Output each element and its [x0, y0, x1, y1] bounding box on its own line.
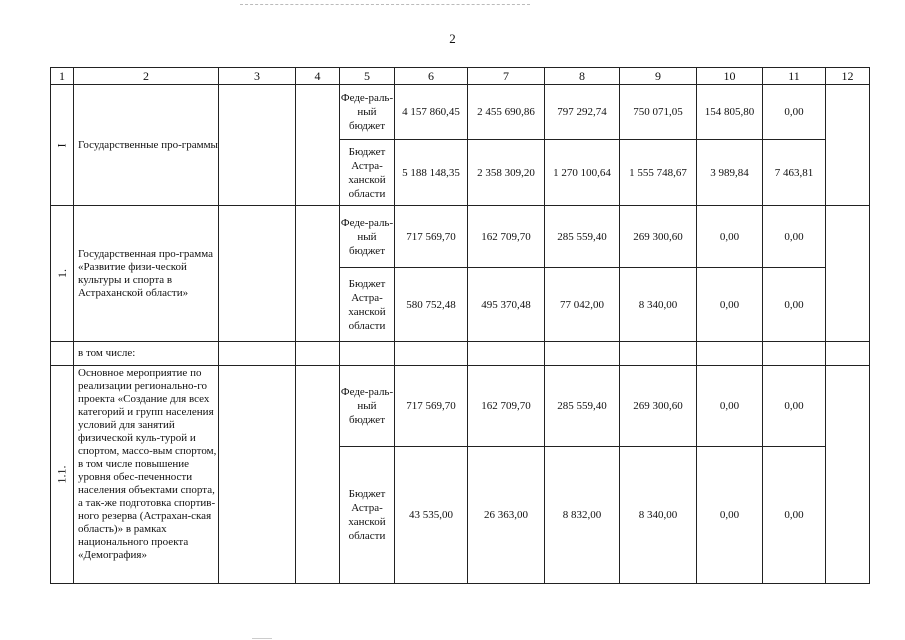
value-cell: 1 270 100,64: [545, 140, 620, 206]
row-code: I: [54, 143, 69, 147]
header-cell: 2: [74, 68, 219, 85]
value-cell: 269 300,60: [620, 366, 697, 447]
page-number: 2: [449, 31, 456, 46]
empty-cell: [296, 342, 340, 366]
value-cell: 2 455 690,86: [468, 85, 545, 140]
empty-cell: [826, 366, 870, 584]
value-cell: 8 340,00: [620, 268, 697, 342]
value-cell: 43 535,00: [395, 447, 468, 584]
table-row: [51, 206, 870, 268]
row-code-cell: [51, 85, 74, 206]
value-cell: 7 463,81: [763, 140, 826, 206]
budget-source: Бюджет Астра-ханской области: [340, 447, 395, 584]
empty-cell: [219, 366, 296, 584]
budget-source: Феде-раль-ный бюджет: [340, 206, 395, 268]
empty-cell: [296, 366, 340, 584]
top-edge-line: [240, 4, 530, 6]
header-cell: 10: [697, 68, 763, 85]
empty-cell: [296, 85, 340, 206]
table-row: [51, 85, 870, 140]
value-cell: 162 709,70: [468, 206, 545, 268]
empty-cell: [620, 342, 697, 366]
value-cell: 3 989,84: [697, 140, 763, 206]
header-cell: 4: [296, 68, 340, 85]
value-cell: 0,00: [697, 447, 763, 584]
value-cell: 8 832,00: [545, 447, 620, 584]
row-code: 1.: [54, 269, 69, 278]
value-cell: 285 559,40: [545, 206, 620, 268]
empty-cell: [51, 342, 74, 366]
header-cell: 1: [51, 68, 74, 85]
row-code-cell: [51, 206, 74, 342]
header-cell: 11: [763, 68, 826, 85]
value-cell: 154 805,80: [697, 85, 763, 140]
value-cell: 162 709,70: [468, 366, 545, 447]
empty-cell: [219, 342, 296, 366]
row-code: 1.1.: [54, 465, 69, 484]
header-cell: 6: [395, 68, 468, 85]
value-cell: 0,00: [763, 268, 826, 342]
value-cell: 4 157 860,45: [395, 85, 468, 140]
budget-source: Бюджет Астра-ханской области: [340, 268, 395, 342]
value-cell: 5 188 148,35: [395, 140, 468, 206]
budget-table: [50, 67, 870, 584]
header-cell: 12: [826, 68, 870, 85]
empty-cell: [826, 342, 870, 366]
value-cell: 750 071,05: [620, 85, 697, 140]
header-row: [51, 68, 870, 85]
value-cell: 2 358 309,20: [468, 140, 545, 206]
empty-cell: [763, 342, 826, 366]
empty-cell: [826, 85, 870, 206]
value-cell: 717 569,70: [395, 366, 468, 447]
header-cell: 5: [340, 68, 395, 85]
empty-cell: [826, 206, 870, 342]
empty-cell: [219, 85, 296, 206]
header-cell: 7: [468, 68, 545, 85]
header-cell: 8: [545, 68, 620, 85]
value-cell: 495 370,48: [468, 268, 545, 342]
value-cell: 0,00: [763, 206, 826, 268]
row-name: Государственная про-грамма «Развитие физи-ческой культуры и спорта в Астраханской области»: [74, 206, 219, 342]
value-cell: 797 292,74: [545, 85, 620, 140]
value-cell: 0,00: [763, 447, 826, 584]
empty-cell: [219, 206, 296, 342]
table-row: [51, 366, 870, 447]
value-cell: 717 569,70: [395, 206, 468, 268]
value-cell: 580 752,48: [395, 268, 468, 342]
budget-source: Бюджет Астра-ханской области: [340, 140, 395, 206]
empty-cell: [468, 342, 545, 366]
budget-source: Феде-раль-ный бюджет: [340, 85, 395, 140]
row-name: Государственные про-граммы: [74, 85, 219, 206]
value-cell: 0,00: [697, 366, 763, 447]
row-code-cell: [51, 366, 74, 584]
subsection-label: в том числе:: [74, 342, 219, 366]
value-cell: 0,00: [763, 366, 826, 447]
empty-cell: [545, 342, 620, 366]
value-cell: 8 340,00: [620, 447, 697, 584]
header-cell: 3: [219, 68, 296, 85]
budget-source: Феде-раль-ный бюджет: [340, 366, 395, 447]
table-row: [51, 342, 870, 366]
row-name: Основное мероприятие по реализации регионально-го проекта «Создание для всех категорий и групп населения условий для занятий физической куль-турой и спортом, массо-вым спортом, в том числе повышение уровня обес-печенности населения объектами спорта, а так-же подготовка спортив-ного резерва (Астрахан-ская область)» в рамках национального проекта «Демография»: [74, 366, 219, 584]
empty-cell: [395, 342, 468, 366]
value-cell: 26 363,00: [468, 447, 545, 584]
value-cell: 0,00: [763, 85, 826, 140]
value-cell: 0,00: [697, 268, 763, 342]
value-cell: 269 300,60: [620, 206, 697, 268]
empty-cell: [340, 342, 395, 366]
empty-cell: [697, 342, 763, 366]
value-cell: 1 555 748,67: [620, 140, 697, 206]
empty-cell: [296, 206, 340, 342]
value-cell: 0,00: [697, 206, 763, 268]
bottom-scan-mark: [252, 638, 272, 639]
value-cell: 77 042,00: [545, 268, 620, 342]
header-cell: 9: [620, 68, 697, 85]
value-cell: 285 559,40: [545, 366, 620, 447]
